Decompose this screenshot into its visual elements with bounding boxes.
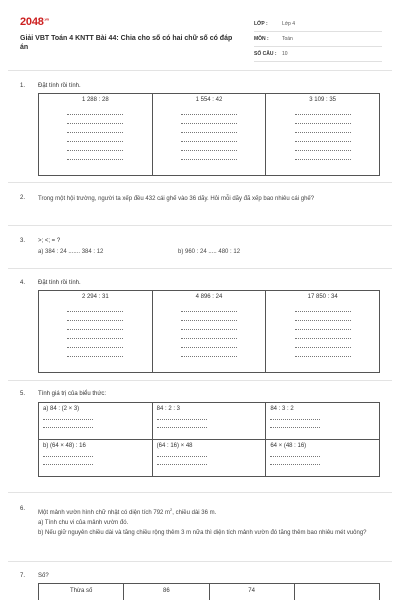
answer-line[interactable] (295, 330, 351, 339)
divider (8, 70, 392, 71)
answer-line[interactable] (157, 449, 207, 457)
answer-line[interactable] (43, 449, 93, 457)
question-6-number (20, 505, 38, 514)
question-number: 7. (20, 573, 26, 579)
question-7 (20, 572, 49, 581)
problem-label: 17 850 : 34 (307, 294, 338, 300)
table-cell[interactable] (294, 584, 379, 600)
answer-line[interactable] (295, 151, 351, 160)
expression: 84 : 2 : 3 (156, 406, 181, 412)
q4-table (38, 290, 380, 373)
meta-value: Toán (282, 36, 293, 42)
divider (8, 268, 392, 269)
q5-cell (39, 403, 153, 440)
meta-row-count (254, 47, 382, 62)
problem-label: 2 294 : 31 (81, 294, 109, 300)
problem-label: 3 109 : 35 (309, 97, 336, 103)
answer-line[interactable] (67, 312, 123, 321)
answer-line[interactable] (43, 412, 93, 420)
document-title: Giải VBT Toán 4 KNTT Bài 44: Chia cho số có hai chữ số có đáp án (20, 35, 233, 51)
answer-line[interactable] (67, 142, 123, 151)
q5-table (38, 402, 380, 477)
q4-cell (266, 291, 380, 373)
question-number: 4. (20, 280, 26, 286)
question-text: Đặt tính rồi tính. (38, 280, 81, 286)
q6-superscript: 2 (170, 507, 173, 512)
problem-label: 1 554 : 42 (195, 97, 223, 103)
problem-label: 4 896 : 24 (195, 294, 223, 300)
answer-line[interactable] (270, 412, 320, 420)
meta-value: 10 (282, 51, 288, 57)
answer-line[interactable] (67, 115, 123, 124)
answer-line[interactable] (295, 124, 351, 133)
meta-key: SỐ CÂU : (254, 51, 277, 57)
answer-line[interactable] (181, 312, 237, 321)
divider (8, 182, 392, 183)
answer-line[interactable] (181, 348, 237, 357)
answer-line[interactable] (67, 124, 123, 133)
question-text: Số? (38, 573, 49, 579)
document-header (20, 14, 382, 64)
question-number: 1. (20, 83, 26, 89)
answer-line[interactable] (295, 106, 351, 115)
meta-row-subject (254, 32, 382, 47)
divider (8, 561, 392, 562)
meta-key: MÔN : (254, 36, 269, 42)
q1-table (38, 93, 380, 176)
q3-part-a[interactable]: a) 384 : 24 ....... 384 : 12 (38, 249, 104, 255)
answer-line[interactable] (67, 330, 123, 339)
answer-line[interactable] (43, 420, 93, 428)
q6-part-b: b) Nếu giữ nguyên chiều dài và tăng chiều rộng thêm 3 m nữa thì diện tích mảnh vườn đó tăng thêm bao nhiêu mét vuông? (38, 530, 367, 536)
question-3 (20, 237, 60, 246)
logo-text: 2048 (20, 16, 44, 28)
question-6-text (38, 505, 382, 538)
answer-line[interactable] (181, 106, 237, 115)
answer-line[interactable] (181, 303, 237, 312)
q6-text-post: , chiều dài 36 m. (172, 510, 217, 516)
answer-line[interactable] (295, 133, 351, 142)
question-4 (20, 279, 81, 288)
answer-line[interactable] (295, 339, 351, 348)
expression: (64 : 16) × 48 (156, 443, 193, 449)
answer-line[interactable] (67, 133, 123, 142)
answer-line[interactable] (157, 412, 207, 420)
answer-line[interactable] (295, 321, 351, 330)
question-text: >; <; = ? (38, 238, 61, 244)
answer-line[interactable] (181, 339, 237, 348)
question-number: 5. (20, 391, 26, 397)
answer-line[interactable] (295, 142, 351, 151)
q3-part-b[interactable]: b) 960 : 24 ..... 480 : 12 (178, 249, 241, 255)
question-2-text: Trong một hội trường, người ta xếp đều 432 cái ghế vào 36 dãy. Hỏi mỗi dãy đã xếp bao nhiêu cái ghế? (38, 196, 315, 202)
answer-line[interactable] (67, 321, 123, 330)
question-number: 3. (20, 238, 26, 244)
answer-line[interactable] (270, 457, 320, 465)
answer-line[interactable] (295, 312, 351, 321)
answer-line[interactable] (295, 115, 351, 124)
expression: a) 84 : (2 × 3) (43, 406, 80, 412)
answer-line[interactable] (295, 303, 351, 312)
question-5 (20, 390, 106, 399)
answer-line[interactable] (67, 348, 123, 357)
answer-line[interactable] (67, 339, 123, 348)
answer-line[interactable] (157, 420, 207, 428)
answer-line[interactable] (67, 303, 123, 312)
site-logo[interactable] (20, 16, 49, 28)
q1-cell (152, 94, 266, 176)
answer-line[interactable] (295, 348, 351, 357)
q5-cell (152, 403, 266, 440)
expression: 84 : 3 : 2 (270, 406, 294, 412)
question-text: Đặt tính rồi tính. (38, 83, 81, 89)
logo-suffix: .vn (43, 16, 49, 22)
problem-label: 1 288 : 28 (81, 97, 109, 103)
expression: 64 × (48 : 16) (270, 443, 307, 449)
question-1 (20, 82, 81, 91)
q6-text-pre: Một mảnh vườn hình chữ nhật có diện tích 792 m (38, 510, 171, 516)
answer-line[interactable] (270, 420, 320, 428)
question-2-number (20, 194, 38, 203)
q5-cell (266, 403, 380, 440)
answer-line[interactable] (270, 449, 320, 457)
answer-line[interactable] (181, 133, 237, 142)
question-text: Tính giá trị của biểu thức: (38, 391, 107, 397)
q5-cell (39, 440, 153, 477)
q1-cell (39, 94, 153, 176)
table-header-cell: Thừa số (39, 584, 124, 600)
answer-line[interactable] (43, 457, 93, 465)
meta-key: LỚP : (254, 21, 268, 27)
answer-line[interactable] (67, 151, 123, 160)
table-cell: 74 (209, 584, 294, 600)
answer-line[interactable] (181, 124, 237, 133)
answer-line[interactable] (67, 106, 123, 115)
answer-line[interactable] (181, 321, 237, 330)
divider (8, 225, 392, 226)
q4-cell (39, 291, 153, 373)
expression: b) (64 × 48) : 16 (43, 443, 86, 449)
divider (8, 380, 392, 381)
q5-cell (152, 440, 266, 477)
answer-line[interactable] (181, 330, 237, 339)
meta-row-grade (254, 17, 382, 32)
answer-line[interactable] (181, 115, 237, 124)
q6-statement (38, 505, 382, 518)
q4-cell (152, 291, 266, 373)
divider (8, 492, 392, 493)
meta-info (254, 17, 382, 62)
q6-part-a: a) Tính chu vi của mảnh vườn đó. (38, 520, 129, 526)
answer-line[interactable] (181, 151, 237, 160)
table-cell: 86 (124, 584, 209, 600)
q1-cell (266, 94, 380, 176)
q5-cell (266, 440, 380, 477)
answer-line[interactable] (157, 457, 207, 465)
meta-value: Lớp 4 (282, 21, 296, 27)
answer-line[interactable] (181, 142, 237, 151)
q7-table (38, 583, 380, 600)
question-number: 6. (20, 506, 26, 512)
question-number: 2. (20, 195, 26, 201)
